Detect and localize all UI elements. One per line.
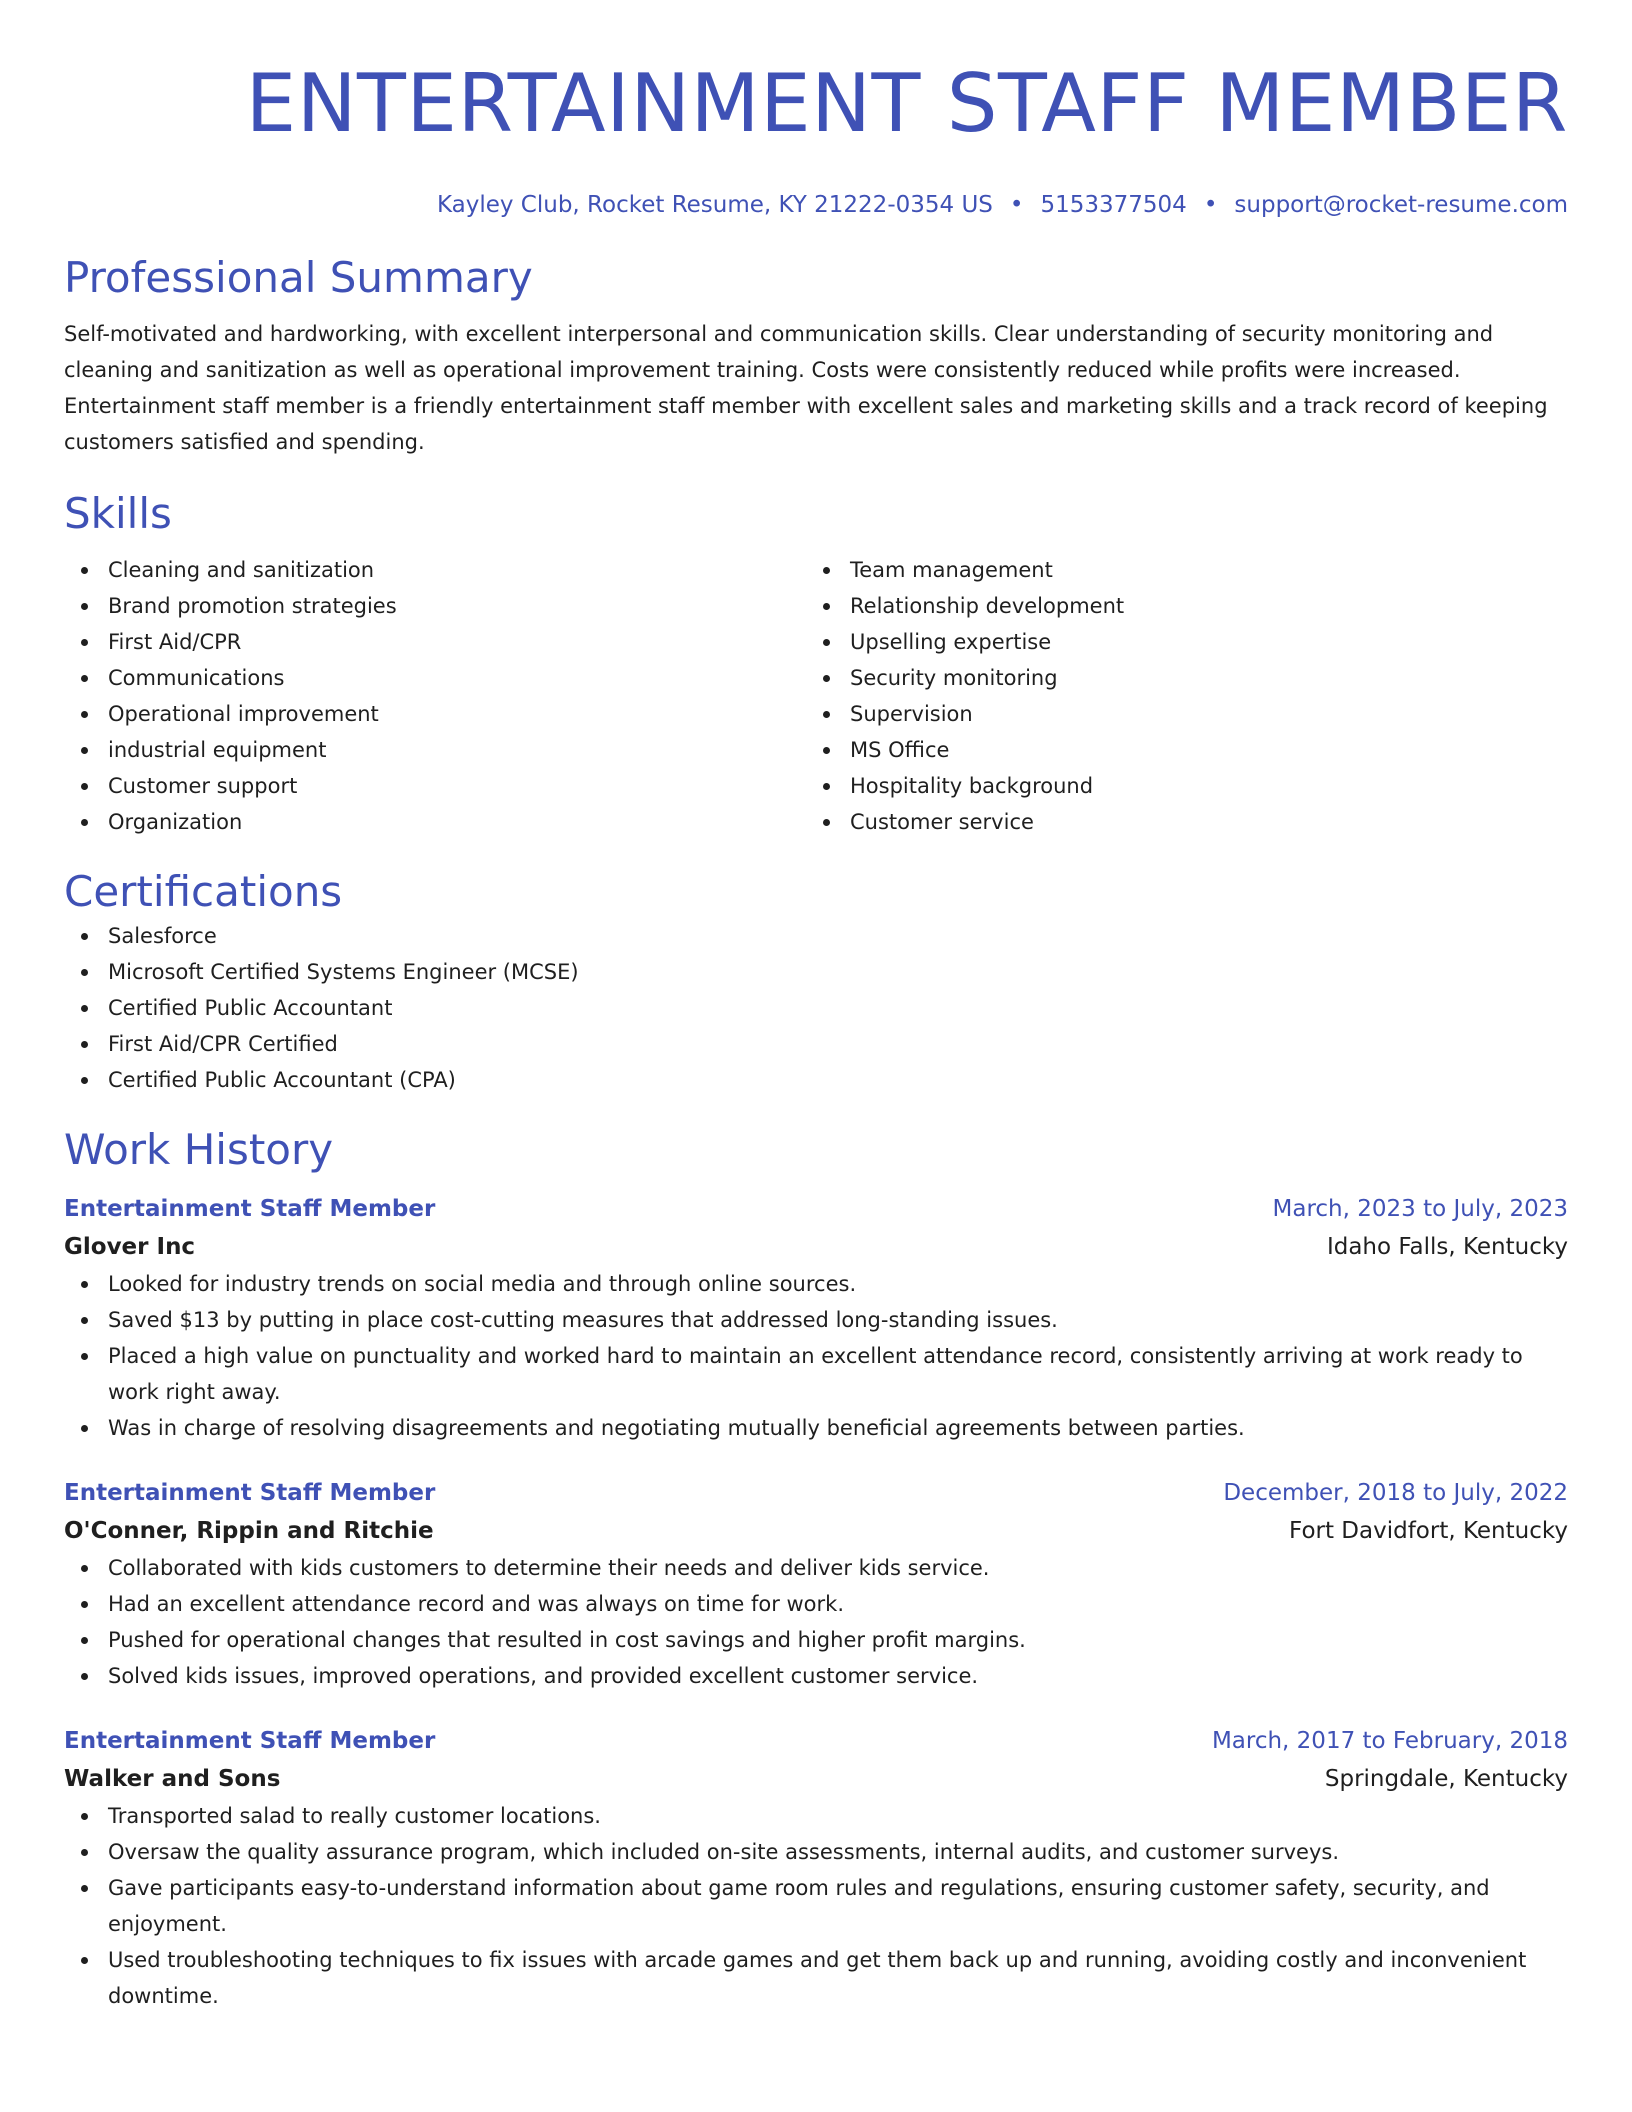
job-duty: Oversaw the quality assurance program, which included on-site assessments, internal audits, and customer surveys. <box>64 1834 1568 1870</box>
summary-text: Self-motivated and hardworking, with excellent interpersonal and communication skills. Clear understanding of security monitoring and cleaning and sanitization as well as operational improvement training. Costs were consistently reduced while profits were increased. Entertainment staff member is a friendly entertainment staff member with excellent sales and marketing skills and a track record of keeping customers satisfied and spending. <box>64 322 1548 454</box>
skills-heading: Skills <box>64 489 172 538</box>
certification-item: First Aid/CPR Certified <box>64 1026 1568 1062</box>
skills-list-right <box>806 552 1548 840</box>
candidate-name: ENTERTAINMENT STAFF MEMBER <box>245 57 1568 150</box>
skill-item: Hospitality background <box>806 768 1548 804</box>
skill-item: Communications <box>64 660 806 696</box>
skills-section <box>64 488 1568 840</box>
skills-list-left <box>64 552 806 840</box>
job-duty: Had an excellent attendance record and was always on time for work. <box>64 1586 1568 1622</box>
job-entry <box>64 1474 1568 1694</box>
job-duties-list <box>64 1266 1568 1446</box>
contact-separator: • <box>1009 192 1024 218</box>
job-location: Fort Davidfort, Kentucky <box>1289 1518 1568 1544</box>
skill-item: Customer support <box>64 768 806 804</box>
resume-header <box>64 0 1568 220</box>
job-duty: Transported salad to really customer locations. <box>64 1798 1568 1834</box>
job-title: Entertainment Staff Member <box>64 1728 436 1754</box>
job-location: Idaho Falls, Kentucky <box>1326 1234 1568 1260</box>
job-dates: March, 2017 to February, 2018 <box>1211 1728 1568 1754</box>
contact-phone: 5153377504 <box>1040 192 1187 218</box>
job-title-row <box>64 1190 1568 1228</box>
skill-item: First Aid/CPR <box>64 624 806 660</box>
job-company-row <box>64 1760 1568 1798</box>
job-duties-list <box>64 1798 1568 2014</box>
certification-item: Salesforce <box>64 918 1568 954</box>
job-entry <box>64 1722 1568 2014</box>
skill-item: Supervision <box>806 696 1548 732</box>
job-duty: Placed a high value on punctuality and worked hard to maintain an excellent attendance record, consistently arriving at work ready to work right away. <box>64 1338 1568 1410</box>
summary-section <box>64 252 1568 460</box>
job-company: Walker and Sons <box>64 1766 281 1792</box>
contact-line <box>64 190 1568 220</box>
skill-item: Organization <box>64 804 806 840</box>
certification-item: Certified Public Accountant (CPA) <box>64 1062 1568 1098</box>
work-history-heading: Work History <box>64 1125 334 1174</box>
job-duty: Saved $13 by putting in place cost-cutting measures that addressed long-standing issues. <box>64 1302 1568 1338</box>
certifications-heading: Certifications <box>64 867 343 916</box>
certifications-list <box>64 918 1568 1098</box>
certification-item: Certified Public Accountant <box>64 990 1568 1026</box>
job-dates: March, 2023 to July, 2023 <box>1272 1196 1568 1222</box>
skill-item: Upselling expertise <box>806 624 1548 660</box>
job-company: O'Conner, Rippin and Ritchie <box>64 1518 434 1544</box>
skill-item: industrial equipment <box>64 732 806 768</box>
skill-item: MS Office <box>806 732 1548 768</box>
certifications-section <box>64 866 1568 1098</box>
summary-heading: Professional Summary <box>64 253 533 302</box>
job-title-row <box>64 1722 1568 1760</box>
certification-item: Microsoft Certified Systems Engineer (MCSE) <box>64 954 1568 990</box>
job-company: Glover Inc <box>64 1234 196 1260</box>
job-duty: Pushed for operational changes that resulted in cost savings and higher profit margins. <box>64 1622 1568 1658</box>
skill-item: Cleaning and sanitization <box>64 552 806 588</box>
contact-email: support@rocket-resume.com <box>1234 192 1568 218</box>
skill-item: Team management <box>806 552 1548 588</box>
job-entry <box>64 1190 1568 1446</box>
job-title: Entertainment Staff Member <box>64 1480 436 1506</box>
skill-item: Customer service <box>806 804 1548 840</box>
skill-item: Operational improvement <box>64 696 806 732</box>
job-duty: Was in charge of resolving disagreements and negotiating mutually beneficial agreements between parties. <box>64 1410 1568 1446</box>
job-dates: December, 2018 to July, 2022 <box>1223 1480 1568 1506</box>
contact-separator: • <box>1203 192 1218 218</box>
job-duty: Solved kids issues, improved operations, and provided excellent customer service. <box>64 1658 1568 1694</box>
job-location: Springdale, Kentucky <box>1324 1766 1568 1792</box>
job-title: Entertainment Staff Member <box>64 1196 436 1222</box>
skills-grid <box>64 552 1568 840</box>
job-title-row <box>64 1474 1568 1512</box>
job-duties-list <box>64 1550 1568 1694</box>
job-duty: Gave participants easy-to-understand information about game room rules and regulations, ensuring customer safety, security, and enjoyment. <box>64 1870 1568 1942</box>
skill-item: Security monitoring <box>806 660 1548 696</box>
job-company-row <box>64 1228 1568 1266</box>
job-duty: Used troubleshooting techniques to fix issues with arcade games and get them back up and running, avoiding costly and inconvenient downtime. <box>64 1942 1568 2014</box>
work-history-section <box>64 1124 1568 2014</box>
job-duty: Looked for industry trends on social media and through online sources. <box>64 1266 1568 1302</box>
job-duty: Collaborated with kids customers to determine their needs and deliver kids service. <box>64 1550 1568 1586</box>
contact-address: Kayley Club, Rocket Resume, KY 21222-0354 US <box>436 192 993 218</box>
skill-item: Relationship development <box>806 588 1548 624</box>
skill-item: Brand promotion strategies <box>64 588 806 624</box>
job-company-row <box>64 1512 1568 1550</box>
